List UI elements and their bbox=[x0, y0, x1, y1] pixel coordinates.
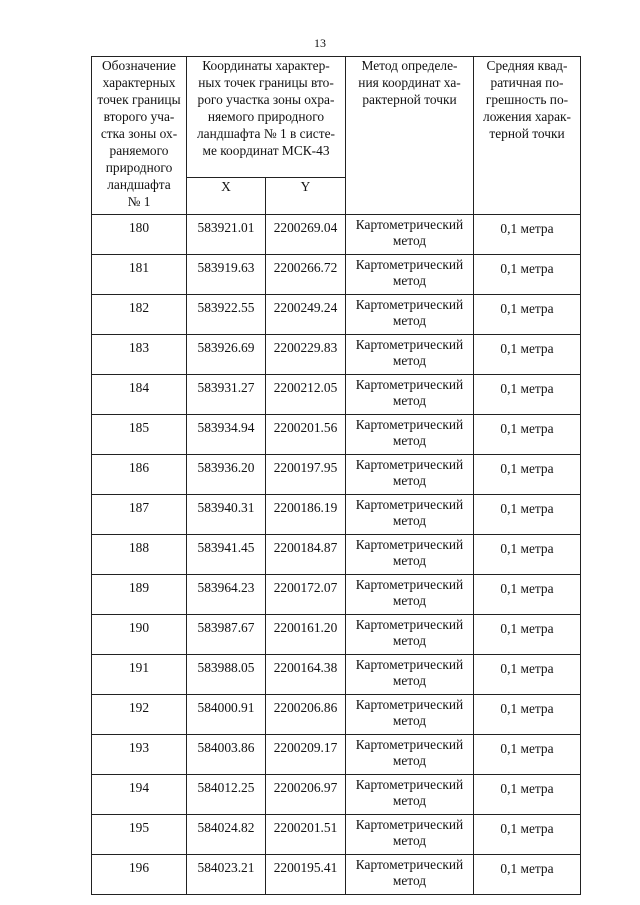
method-cell: Картометрический метод bbox=[346, 535, 474, 575]
error-cell: 0,1 метра bbox=[474, 455, 581, 495]
x-coordinate-cell: 584024.82 bbox=[187, 815, 266, 855]
method-cell: Картометрический метод bbox=[346, 215, 474, 255]
header-coordinates: Координаты характер- ных точек границы вто- рого участка зоны охра- няемого природного ландшафта № 1 в систе- ме координат МСК-43 bbox=[187, 57, 346, 178]
method-cell: Картометрический метод bbox=[346, 495, 474, 535]
point-number-cell: 180 bbox=[92, 215, 187, 255]
x-coordinate-cell: 584000.91 bbox=[187, 695, 266, 735]
x-coordinate-cell: 583919.63 bbox=[187, 255, 266, 295]
method-cell: Картометрический метод bbox=[346, 855, 474, 895]
x-coordinate-cell: 584012.25 bbox=[187, 775, 266, 815]
header-x: X bbox=[187, 178, 266, 215]
x-coordinate-cell: 583926.69 bbox=[187, 335, 266, 375]
method-cell: Картометрический метод bbox=[346, 415, 474, 455]
table-row bbox=[92, 655, 581, 695]
point-number-cell: 188 bbox=[92, 535, 187, 575]
y-coordinate-cell: 2200266.72 bbox=[266, 255, 346, 295]
point-number-cell: 189 bbox=[92, 575, 187, 615]
method-cell: Картометрический метод bbox=[346, 335, 474, 375]
x-coordinate-cell: 584023.21 bbox=[187, 855, 266, 895]
x-coordinate-cell: 584003.86 bbox=[187, 735, 266, 775]
table-row bbox=[92, 855, 581, 895]
error-cell: 0,1 метра bbox=[474, 855, 581, 895]
method-cell: Картометрический метод bbox=[346, 255, 474, 295]
point-number-cell: 191 bbox=[92, 655, 187, 695]
error-cell: 0,1 метра bbox=[474, 495, 581, 535]
table-row bbox=[92, 295, 581, 335]
x-coordinate-cell: 583964.23 bbox=[187, 575, 266, 615]
x-coordinate-cell: 583941.45 bbox=[187, 535, 266, 575]
coordinates-table bbox=[91, 56, 581, 895]
point-number-cell: 194 bbox=[92, 775, 187, 815]
method-cell: Картометрический метод bbox=[346, 695, 474, 735]
header-method: Метод определе- ния координат ха- рактерной точки bbox=[346, 57, 474, 215]
error-cell: 0,1 метра bbox=[474, 535, 581, 575]
y-coordinate-cell: 2200195.41 bbox=[266, 855, 346, 895]
x-coordinate-cell: 583936.20 bbox=[187, 455, 266, 495]
x-coordinate-cell: 583987.67 bbox=[187, 615, 266, 655]
point-number-cell: 182 bbox=[92, 295, 187, 335]
table-row bbox=[92, 535, 581, 575]
table-row bbox=[92, 695, 581, 735]
table-row bbox=[92, 735, 581, 775]
point-number-cell: 183 bbox=[92, 335, 187, 375]
y-coordinate-cell: 2200201.56 bbox=[266, 415, 346, 455]
header-y: Y bbox=[266, 178, 346, 215]
error-cell: 0,1 метра bbox=[474, 415, 581, 455]
table-row bbox=[92, 375, 581, 415]
table-row bbox=[92, 775, 581, 815]
y-coordinate-cell: 2200269.04 bbox=[266, 215, 346, 255]
error-cell: 0,1 метра bbox=[474, 255, 581, 295]
y-coordinate-cell: 2200212.05 bbox=[266, 375, 346, 415]
point-number-cell: 181 bbox=[92, 255, 187, 295]
table-row bbox=[92, 615, 581, 655]
table-row bbox=[92, 575, 581, 615]
y-coordinate-cell: 2200186.19 bbox=[266, 495, 346, 535]
table-row bbox=[92, 255, 581, 295]
table-row bbox=[92, 215, 581, 255]
table-row bbox=[92, 815, 581, 855]
error-cell: 0,1 метра bbox=[474, 815, 581, 855]
error-cell: 0,1 метра bbox=[474, 655, 581, 695]
y-coordinate-cell: 2200164.38 bbox=[266, 655, 346, 695]
error-cell: 0,1 метра bbox=[474, 295, 581, 335]
x-coordinate-cell: 583940.31 bbox=[187, 495, 266, 535]
x-coordinate-cell: 583921.01 bbox=[187, 215, 266, 255]
y-coordinate-cell: 2200206.97 bbox=[266, 775, 346, 815]
point-number-cell: 185 bbox=[92, 415, 187, 455]
y-coordinate-cell: 2200197.95 bbox=[266, 455, 346, 495]
header-error: Средняя квад- ратичная по- грешность по- ложения харак- терной точки bbox=[474, 57, 581, 215]
error-cell: 0,1 метра bbox=[474, 775, 581, 815]
y-coordinate-cell: 2200161.20 bbox=[266, 615, 346, 655]
point-number-cell: 195 bbox=[92, 815, 187, 855]
table-row bbox=[92, 455, 581, 495]
y-coordinate-cell: 2200249.24 bbox=[266, 295, 346, 335]
error-cell: 0,1 метра bbox=[474, 735, 581, 775]
x-coordinate-cell: 583931.27 bbox=[187, 375, 266, 415]
point-number-cell: 193 bbox=[92, 735, 187, 775]
error-cell: 0,1 метра bbox=[474, 215, 581, 255]
point-number-cell: 184 bbox=[92, 375, 187, 415]
method-cell: Картометрический метод bbox=[346, 735, 474, 775]
method-cell: Картометрический метод bbox=[346, 815, 474, 855]
y-coordinate-cell: 2200209.17 bbox=[266, 735, 346, 775]
page-number: 13 bbox=[314, 36, 326, 50]
point-number-cell: 190 bbox=[92, 615, 187, 655]
x-coordinate-cell: 583988.05 bbox=[187, 655, 266, 695]
point-number-cell: 192 bbox=[92, 695, 187, 735]
x-coordinate-cell: 583934.94 bbox=[187, 415, 266, 455]
error-cell: 0,1 метра bbox=[474, 575, 581, 615]
error-cell: 0,1 метра bbox=[474, 615, 581, 655]
method-cell: Картометрический метод bbox=[346, 775, 474, 815]
y-coordinate-cell: 2200206.86 bbox=[266, 695, 346, 735]
table-header-row bbox=[92, 57, 581, 178]
table-row bbox=[92, 335, 581, 375]
y-coordinate-cell: 2200184.87 bbox=[266, 535, 346, 575]
method-cell: Картометрический метод bbox=[346, 455, 474, 495]
y-coordinate-cell: 2200201.51 bbox=[266, 815, 346, 855]
table-row bbox=[92, 415, 581, 455]
error-cell: 0,1 метра bbox=[474, 335, 581, 375]
header-point-designation: Обозначение характерных точек границы второго уча- стка зоны ох- раняемого природного ландшафта № 1 bbox=[92, 57, 187, 215]
x-coordinate-cell: 583922.55 bbox=[187, 295, 266, 335]
method-cell: Картометрический метод bbox=[346, 655, 474, 695]
error-cell: 0,1 метра bbox=[474, 375, 581, 415]
y-coordinate-cell: 2200229.83 bbox=[266, 335, 346, 375]
error-cell: 0,1 метра bbox=[474, 695, 581, 735]
method-cell: Картометрический метод bbox=[346, 575, 474, 615]
point-number-cell: 196 bbox=[92, 855, 187, 895]
method-cell: Картометрический метод bbox=[346, 295, 474, 335]
y-coordinate-cell: 2200172.07 bbox=[266, 575, 346, 615]
method-cell: Картометрический метод bbox=[346, 375, 474, 415]
point-number-cell: 186 bbox=[92, 455, 187, 495]
table-row bbox=[92, 495, 581, 535]
point-number-cell: 187 bbox=[92, 495, 187, 535]
method-cell: Картометрический метод bbox=[346, 615, 474, 655]
